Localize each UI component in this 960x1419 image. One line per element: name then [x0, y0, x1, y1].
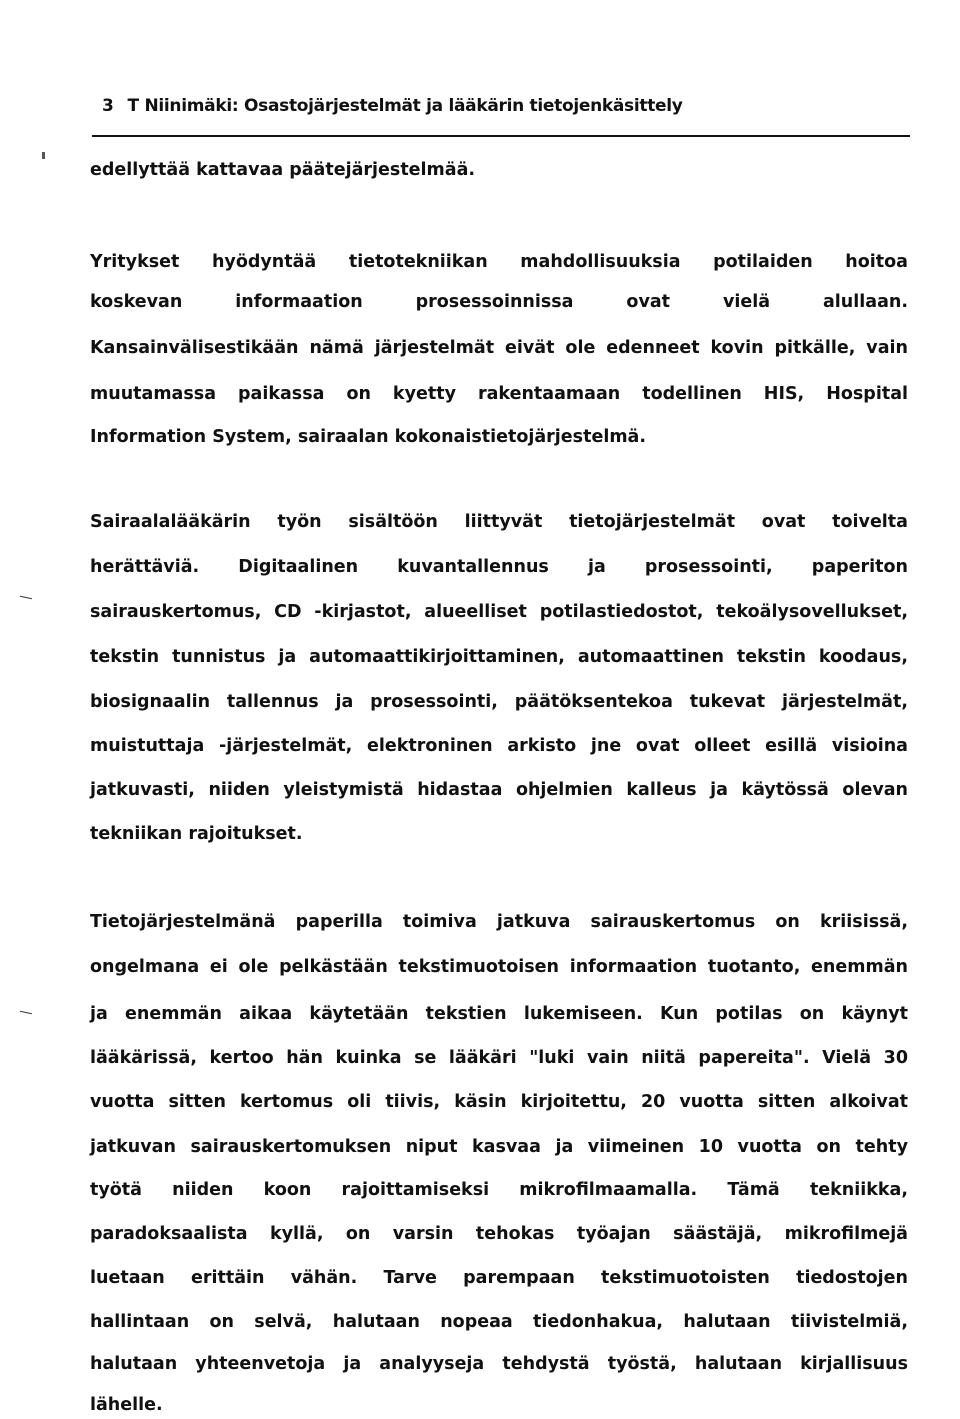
text-line: Kansainvälisestikään nämä järjestelmät eivät ole edenneet kovin pitkälle, vain [90, 338, 908, 358]
text-line: tekstin tunnistus ja automaattikirjoittaminen, automaattinen tekstin koodaus, [90, 647, 908, 667]
running-title: T Niinimäki: Osastojärjestelmät ja lääkärin tietojenkäsittely [127, 96, 683, 116]
text-line: jatkuvasti, niiden yleistymistä hidastaa ohjelmien kalleus ja käytössä olevan [90, 780, 908, 800]
text-line: muutamassa paikassa on kyetty rakentaamaan todellinen HIS, Hospital [90, 384, 908, 404]
page-number: 3 [102, 96, 114, 116]
text-line: muistuttaja -järjestelmät, elektroninen arkisto jne ovat olleet esillä visioina [90, 736, 908, 756]
text-line: työtä niiden koon rajoittamiseksi mikrofilmaamalla. Tämä tekniikka, [90, 1180, 908, 1200]
text-line: paradoksaalista kyllä, on varsin tehokas työajan säästäjä, mikrofilmejä [90, 1224, 908, 1244]
text-line: hallintaan on selvä, halutaan nopeaa tiedonhakua, halutaan tiivistelmiä, [90, 1312, 908, 1332]
text-line: halutaan yhteenvetoja ja analyyseja tehdystä työstä, halutaan kirjallisuus [90, 1354, 908, 1374]
text-line: Information System, sairaalan kokonaistietojärjestelmä. [90, 427, 647, 447]
margin-tick [42, 152, 45, 159]
text-line: Sairaalalääkärin työn sisältöön liittyvät tietojärjestelmät ovat toivelta [90, 512, 908, 532]
text-line: koskevan informaation prosessoinnissa ovat vielä alullaan. [90, 292, 908, 312]
header-rule [92, 135, 910, 137]
text-line: lääkärissä, kertoo hän kuinka se lääkäri "luki vain niitä papereita". Vielä 30 [90, 1048, 908, 1068]
text-line: ongelmana ei ole pelkästään tekstimuotoisen informaation tuotanto, enemmän [90, 957, 908, 977]
text-line: sairauskertomus, CD -kirjastot, alueelliset potilastiedostot, tekoälysovellukset, [90, 602, 908, 622]
text-line: jatkuvan sairauskertomuksen niput kasvaa ja viimeinen 10 vuotta on tehty [90, 1137, 908, 1157]
text-line: edellyttää kattavaa päätejärjestelmää. [90, 160, 476, 180]
text-line: herättäviä. Digitaalinen kuvantallennus ja prosessointi, paperiton [90, 557, 908, 577]
running-header [102, 96, 683, 116]
text-line: luetaan erittäin vähän. Tarve parempaan tekstimuotoisten tiedostojen [90, 1268, 908, 1288]
text-line: Tietojärjestelmänä paperilla toimiva jatkuva sairauskertomus on kriisissä, [90, 912, 908, 932]
text-line: biosignaalin tallennus ja prosessointi, päätöksentekoa tukevat järjestelmät, [90, 692, 908, 712]
text-line: vuotta sitten kertomus oli tiivis, käsin kirjoitettu, 20 vuotta sitten alkoivat [90, 1092, 908, 1112]
text-line: tekniikan rajoitukset. [90, 824, 303, 844]
margin-mark [20, 596, 32, 599]
margin-mark [20, 1011, 32, 1014]
text-line: lähelle. [90, 1395, 163, 1415]
text-line: Yritykset hyödyntää tietotekniikan mahdollisuuksia potilaiden hoitoa [90, 252, 908, 272]
text-line: ja enemmän aikaa käytetään tekstien lukemiseen. Kun potilas on käynyt [90, 1004, 908, 1024]
